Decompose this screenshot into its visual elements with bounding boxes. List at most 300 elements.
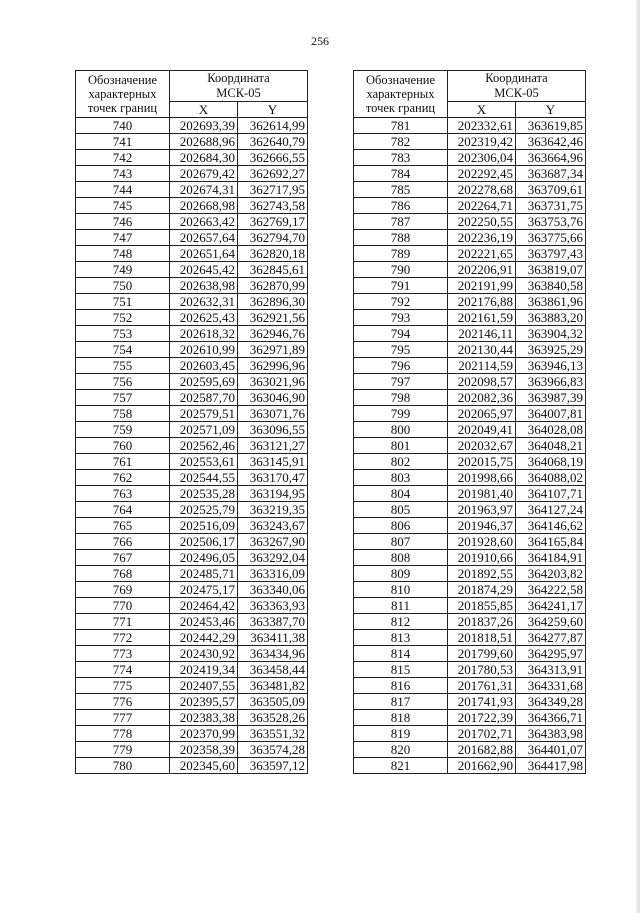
y-coordinate-cell: 362743,58 — [238, 198, 308, 214]
table-row — [76, 646, 308, 662]
point-number-cell: 754 — [76, 342, 170, 358]
point-number-cell: 770 — [76, 598, 170, 614]
point-number-cell: 813 — [354, 630, 448, 646]
table-row — [76, 598, 308, 614]
y-coordinate-cell: 363219,35 — [238, 502, 308, 518]
y-coordinate-cell: 363775,66 — [516, 230, 586, 246]
x-coordinate-cell: 202496,05 — [170, 550, 238, 566]
y-coordinate-cell: 364295,97 — [516, 646, 586, 662]
point-number-cell: 806 — [354, 518, 448, 534]
y-coordinate-cell: 364184,91 — [516, 550, 586, 566]
point-number-cell: 762 — [76, 470, 170, 486]
table-row — [76, 230, 308, 246]
y-coordinate-cell: 363551,32 — [238, 726, 308, 742]
y-coordinate-cell: 362640,79 — [238, 134, 308, 150]
x-coordinate-cell: 202663,42 — [170, 214, 238, 230]
y-coordinate-cell: 364165,84 — [516, 534, 586, 550]
x-coordinate-cell: 202206,91 — [448, 262, 516, 278]
x-coordinate-cell: 202319,42 — [448, 134, 516, 150]
x-coordinate-cell: 202562,46 — [170, 438, 238, 454]
point-number-cell: 774 — [76, 662, 170, 678]
point-number-cell: 791 — [354, 278, 448, 294]
table-row — [76, 406, 308, 422]
point-number-cell: 748 — [76, 246, 170, 262]
y-coordinate-cell: 363434,96 — [238, 646, 308, 662]
point-number-cell: 751 — [76, 294, 170, 310]
table-row — [76, 278, 308, 294]
y-coordinate-cell: 362769,17 — [238, 214, 308, 230]
x-header: X — [170, 102, 238, 118]
table-row — [76, 358, 308, 374]
table-row — [354, 662, 586, 678]
page-number: 256 — [311, 34, 329, 48]
y-coordinate-cell: 363946,13 — [516, 358, 586, 374]
table-row — [76, 390, 308, 406]
y-coordinate-cell: 364222,58 — [516, 582, 586, 598]
y-coordinate-cell: 364259,60 — [516, 614, 586, 630]
x-coordinate-cell: 202645,42 — [170, 262, 238, 278]
y-coordinate-cell: 363194,95 — [238, 486, 308, 502]
y-coordinate-cell: 363528,26 — [238, 710, 308, 726]
table-row — [354, 470, 586, 486]
x-coordinate-cell: 201702,71 — [448, 726, 516, 742]
table-row — [354, 566, 586, 582]
table-row — [76, 438, 308, 454]
table-row — [354, 230, 586, 246]
y-coordinate-cell: 363505,09 — [238, 694, 308, 710]
point-number-cell: 779 — [76, 742, 170, 758]
point-number-cell: 746 — [76, 214, 170, 230]
y-coordinate-cell: 362996,96 — [238, 358, 308, 374]
x-coordinate-cell: 201928,60 — [448, 534, 516, 550]
x-coordinate-cell: 202442,29 — [170, 630, 238, 646]
table-row — [76, 694, 308, 710]
point-number-cell: 820 — [354, 742, 448, 758]
table-row — [76, 678, 308, 694]
point-number-cell: 769 — [76, 582, 170, 598]
y-coordinate-cell: 363597,12 — [238, 758, 308, 774]
y-coordinate-cell: 363071,76 — [238, 406, 308, 422]
x-coordinate-cell: 202688,96 — [170, 134, 238, 150]
x-coordinate-cell: 202516,09 — [170, 518, 238, 534]
table-row — [354, 742, 586, 758]
table-row — [354, 502, 586, 518]
x-coordinate-cell: 202236,19 — [448, 230, 516, 246]
table-row — [76, 262, 308, 278]
x-coordinate-cell: 201855,85 — [448, 598, 516, 614]
point-number-cell: 755 — [76, 358, 170, 374]
point-number-cell: 816 — [354, 678, 448, 694]
y-coordinate-cell: 363819,07 — [516, 262, 586, 278]
point-number-cell: 768 — [76, 566, 170, 582]
table-row — [76, 710, 308, 726]
table-row — [354, 518, 586, 534]
x-coordinate-cell: 202475,17 — [170, 582, 238, 598]
y-coordinate-cell: 363481,82 — [238, 678, 308, 694]
x-coordinate-cell: 201818,51 — [448, 630, 516, 646]
y-coordinate-cell: 362666,55 — [238, 150, 308, 166]
designation-header-line: точек границ — [365, 101, 436, 115]
x-coordinate-cell: 201946,37 — [448, 518, 516, 534]
x-coordinate-cell: 202419,34 — [170, 662, 238, 678]
table-row — [76, 118, 308, 134]
x-coordinate-cell: 202485,71 — [170, 566, 238, 582]
y-coordinate-cell: 363904,32 — [516, 326, 586, 342]
table-row — [354, 582, 586, 598]
table-row — [354, 342, 586, 358]
x-coordinate-cell: 202130,44 — [448, 342, 516, 358]
table-row — [354, 294, 586, 310]
y-coordinate-cell: 363316,09 — [238, 566, 308, 582]
point-number-cell: 782 — [354, 134, 448, 150]
table-row — [354, 726, 586, 742]
y-coordinate-cell: 362614,99 — [238, 118, 308, 134]
table-row — [354, 134, 586, 150]
coordinate-header-line: МСК-05 — [216, 86, 261, 100]
x-coordinate-cell: 202453,46 — [170, 614, 238, 630]
y-header: Y — [516, 102, 586, 118]
designation-header — [354, 71, 448, 118]
x-coordinate-cell: 202638,98 — [170, 278, 238, 294]
table-row — [76, 550, 308, 566]
point-number-cell: 778 — [76, 726, 170, 742]
table-row — [76, 470, 308, 486]
x-coordinate-cell: 202278,68 — [448, 182, 516, 198]
y-coordinate-cell: 364028,08 — [516, 422, 586, 438]
y-coordinate-cell: 363046,90 — [238, 390, 308, 406]
table-row — [76, 502, 308, 518]
point-number-cell: 810 — [354, 582, 448, 598]
x-coordinate-cell: 202618,32 — [170, 326, 238, 342]
point-number-cell: 742 — [76, 150, 170, 166]
x-coordinate-cell: 202098,57 — [448, 374, 516, 390]
table-row — [76, 534, 308, 550]
y-coordinate-cell: 363387,70 — [238, 614, 308, 630]
table-row — [76, 374, 308, 390]
x-coordinate-cell: 201682,88 — [448, 742, 516, 758]
x-coordinate-cell: 202176,88 — [448, 294, 516, 310]
x-coordinate-cell: 201662,90 — [448, 758, 516, 774]
point-number-cell: 798 — [354, 390, 448, 406]
point-number-cell: 811 — [354, 598, 448, 614]
table-row — [354, 326, 586, 342]
point-number-cell: 818 — [354, 710, 448, 726]
table-row — [76, 246, 308, 262]
y-coordinate-cell: 364241,17 — [516, 598, 586, 614]
point-number-cell: 793 — [354, 310, 448, 326]
x-coordinate-cell: 202571,09 — [170, 422, 238, 438]
x-coordinate-cell: 202603,45 — [170, 358, 238, 374]
x-coordinate-cell: 202430,92 — [170, 646, 238, 662]
y-coordinate-cell: 364349,28 — [516, 694, 586, 710]
point-number-cell: 776 — [76, 694, 170, 710]
table-row — [354, 710, 586, 726]
y-coordinate-cell: 364417,98 — [516, 758, 586, 774]
table-row — [354, 630, 586, 646]
x-coordinate-cell: 202535,28 — [170, 486, 238, 502]
point-number-cell: 750 — [76, 278, 170, 294]
point-number-cell: 788 — [354, 230, 448, 246]
x-coordinate-cell: 202358,39 — [170, 742, 238, 758]
point-number-cell: 783 — [354, 150, 448, 166]
table-row — [354, 534, 586, 550]
x-coordinate-cell: 202332,61 — [448, 118, 516, 134]
table-row — [76, 134, 308, 150]
x-coordinate-cell: 202525,79 — [170, 502, 238, 518]
x-coordinate-cell: 201780,53 — [448, 662, 516, 678]
point-number-cell: 808 — [354, 550, 448, 566]
point-number-cell: 741 — [76, 134, 170, 150]
y-coordinate-cell: 363731,75 — [516, 198, 586, 214]
table-row — [76, 326, 308, 342]
x-coordinate-cell: 202065,97 — [448, 406, 516, 422]
y-coordinate-cell: 364146,62 — [516, 518, 586, 534]
y-coordinate-cell: 362971,89 — [238, 342, 308, 358]
y-coordinate-cell: 364313,91 — [516, 662, 586, 678]
x-coordinate-cell: 202395,57 — [170, 694, 238, 710]
point-number-cell: 756 — [76, 374, 170, 390]
x-coordinate-cell: 202668,98 — [170, 198, 238, 214]
table-row — [354, 150, 586, 166]
point-number-cell: 790 — [354, 262, 448, 278]
table-row — [354, 246, 586, 262]
y-coordinate-cell: 364366,71 — [516, 710, 586, 726]
point-number-cell: 797 — [354, 374, 448, 390]
point-number-cell: 765 — [76, 518, 170, 534]
x-coordinate-cell: 201963,97 — [448, 502, 516, 518]
point-number-cell: 744 — [76, 182, 170, 198]
point-number-cell: 799 — [354, 406, 448, 422]
y-coordinate-cell: 362820,18 — [238, 246, 308, 262]
point-number-cell: 761 — [76, 454, 170, 470]
table-row — [76, 662, 308, 678]
designation-header-line: характерных — [366, 87, 435, 101]
x-coordinate-cell: 202114,59 — [448, 358, 516, 374]
y-coordinate-cell: 363987,39 — [516, 390, 586, 406]
x-coordinate-cell: 201998,66 — [448, 470, 516, 486]
x-coordinate-cell: 202506,17 — [170, 534, 238, 550]
point-number-cell: 787 — [354, 214, 448, 230]
table-row — [354, 438, 586, 454]
point-number-cell: 796 — [354, 358, 448, 374]
point-number-cell: 759 — [76, 422, 170, 438]
x-coordinate-cell: 201892,55 — [448, 566, 516, 582]
y-coordinate-cell: 364007,81 — [516, 406, 586, 422]
x-coordinate-cell: 201874,29 — [448, 582, 516, 598]
point-number-cell: 747 — [76, 230, 170, 246]
y-coordinate-cell: 362896,30 — [238, 294, 308, 310]
x-coordinate-cell: 202306,04 — [448, 150, 516, 166]
y-coordinate-cell: 363797,43 — [516, 246, 586, 262]
y-coordinate-cell: 363925,29 — [516, 342, 586, 358]
point-number-cell: 766 — [76, 534, 170, 550]
point-number-cell: 775 — [76, 678, 170, 694]
table-row — [354, 262, 586, 278]
x-coordinate-cell: 202553,61 — [170, 454, 238, 470]
y-coordinate-cell: 364127,24 — [516, 502, 586, 518]
x-coordinate-cell: 202383,38 — [170, 710, 238, 726]
x-coordinate-cell: 202632,31 — [170, 294, 238, 310]
y-coordinate-cell: 364068,19 — [516, 454, 586, 470]
x-coordinate-cell: 202370,99 — [170, 726, 238, 742]
table-row — [354, 198, 586, 214]
point-number-cell: 804 — [354, 486, 448, 502]
point-number-cell: 749 — [76, 262, 170, 278]
point-number-cell: 817 — [354, 694, 448, 710]
table-row — [76, 310, 308, 326]
x-coordinate-cell: 202191,99 — [448, 278, 516, 294]
table-row — [354, 358, 586, 374]
point-number-cell: 777 — [76, 710, 170, 726]
y-coordinate-cell: 363170,47 — [238, 470, 308, 486]
x-coordinate-cell: 201981,40 — [448, 486, 516, 502]
y-coordinate-cell: 364203,82 — [516, 566, 586, 582]
y-coordinate-cell: 364277,87 — [516, 630, 586, 646]
point-number-cell: 786 — [354, 198, 448, 214]
point-number-cell: 745 — [76, 198, 170, 214]
y-coordinate-cell: 364383,98 — [516, 726, 586, 742]
table-row — [354, 422, 586, 438]
x-coordinate-cell: 202032,67 — [448, 438, 516, 454]
coordinate-header-line: МСК-05 — [494, 86, 539, 100]
y-coordinate-cell: 363292,04 — [238, 550, 308, 566]
x-coordinate-cell: 202345,60 — [170, 758, 238, 774]
point-number-cell: 814 — [354, 646, 448, 662]
point-number-cell: 809 — [354, 566, 448, 582]
designation-header-line: Обозначение — [87, 73, 158, 87]
table-row — [354, 406, 586, 422]
coordinates-table-right — [353, 70, 586, 774]
table-body — [76, 118, 308, 774]
table-row — [354, 486, 586, 502]
coordinates-table-left — [75, 70, 308, 774]
point-number-cell: 743 — [76, 166, 170, 182]
table-row — [76, 486, 308, 502]
designation-header-line: Обозначение — [365, 73, 436, 87]
table-row — [354, 614, 586, 630]
scan-edge — [636, 0, 640, 913]
table-row — [354, 598, 586, 614]
x-coordinate-cell: 202693,39 — [170, 118, 238, 134]
table-row — [76, 582, 308, 598]
y-coordinate-cell: 362921,56 — [238, 310, 308, 326]
table-row — [354, 182, 586, 198]
table-row — [354, 310, 586, 326]
x-coordinate-cell: 201837,26 — [448, 614, 516, 630]
x-coordinate-cell: 202221,65 — [448, 246, 516, 262]
y-coordinate-cell: 363687,34 — [516, 166, 586, 182]
point-number-cell: 802 — [354, 454, 448, 470]
y-coordinate-cell: 362794,70 — [238, 230, 308, 246]
table-row — [354, 166, 586, 182]
x-header: X — [448, 102, 516, 118]
x-coordinate-cell: 202625,43 — [170, 310, 238, 326]
table-row — [354, 214, 586, 230]
table-row — [76, 182, 308, 198]
y-coordinate-cell: 363883,20 — [516, 310, 586, 326]
coordinate-header-line: Координата — [207, 71, 270, 85]
table-body — [354, 118, 586, 774]
point-number-cell: 800 — [354, 422, 448, 438]
point-number-cell: 740 — [76, 118, 170, 134]
x-coordinate-cell: 202292,45 — [448, 166, 516, 182]
y-header: Y — [238, 102, 308, 118]
point-number-cell: 760 — [76, 438, 170, 454]
y-coordinate-cell: 363574,28 — [238, 742, 308, 758]
table-row — [76, 742, 308, 758]
x-coordinate-cell: 202407,55 — [170, 678, 238, 694]
point-number-cell: 757 — [76, 390, 170, 406]
y-coordinate-cell: 362692,27 — [238, 166, 308, 182]
table-row — [354, 678, 586, 694]
point-number-cell: 807 — [354, 534, 448, 550]
y-coordinate-cell: 364107,71 — [516, 486, 586, 502]
table-row — [76, 198, 308, 214]
point-number-cell: 758 — [76, 406, 170, 422]
coordinate-header — [448, 71, 586, 102]
table-row — [354, 454, 586, 470]
x-coordinate-cell: 202595,69 — [170, 374, 238, 390]
point-number-cell: 815 — [354, 662, 448, 678]
y-coordinate-cell: 364088,02 — [516, 470, 586, 486]
y-coordinate-cell: 363840,58 — [516, 278, 586, 294]
x-coordinate-cell: 202264,71 — [448, 198, 516, 214]
table-row — [354, 550, 586, 566]
point-number-cell: 764 — [76, 502, 170, 518]
x-coordinate-cell: 202464,42 — [170, 598, 238, 614]
y-coordinate-cell: 363458,44 — [238, 662, 308, 678]
table-row — [354, 390, 586, 406]
point-number-cell: 792 — [354, 294, 448, 310]
table-row — [76, 566, 308, 582]
y-coordinate-cell: 363121,27 — [238, 438, 308, 454]
y-coordinate-cell: 364048,21 — [516, 438, 586, 454]
y-coordinate-cell: 363753,76 — [516, 214, 586, 230]
x-coordinate-cell: 201741,93 — [448, 694, 516, 710]
table-row — [354, 758, 586, 774]
y-coordinate-cell: 363021,96 — [238, 374, 308, 390]
y-coordinate-cell: 363411,38 — [238, 630, 308, 646]
point-number-cell: 772 — [76, 630, 170, 646]
point-number-cell: 767 — [76, 550, 170, 566]
coordinate-header-line: Координата — [485, 71, 548, 85]
y-coordinate-cell: 363664,96 — [516, 150, 586, 166]
point-number-cell: 763 — [76, 486, 170, 502]
x-coordinate-cell: 202657,64 — [170, 230, 238, 246]
table-row — [354, 694, 586, 710]
x-coordinate-cell: 201761,31 — [448, 678, 516, 694]
y-coordinate-cell: 363267,90 — [238, 534, 308, 550]
x-coordinate-cell: 202651,64 — [170, 246, 238, 262]
y-coordinate-cell: 363243,67 — [238, 518, 308, 534]
x-coordinate-cell: 202544,55 — [170, 470, 238, 486]
y-coordinate-cell: 362870,99 — [238, 278, 308, 294]
point-number-cell: 773 — [76, 646, 170, 662]
point-number-cell: 781 — [354, 118, 448, 134]
x-coordinate-cell: 202610,99 — [170, 342, 238, 358]
y-coordinate-cell: 363709,61 — [516, 182, 586, 198]
point-number-cell: 801 — [354, 438, 448, 454]
table-row — [354, 646, 586, 662]
y-coordinate-cell: 363363,93 — [238, 598, 308, 614]
x-coordinate-cell: 202674,31 — [170, 182, 238, 198]
point-number-cell: 795 — [354, 342, 448, 358]
point-number-cell: 821 — [354, 758, 448, 774]
x-coordinate-cell: 202146,11 — [448, 326, 516, 342]
x-coordinate-cell: 201910,66 — [448, 550, 516, 566]
point-number-cell: 752 — [76, 310, 170, 326]
table-row — [76, 422, 308, 438]
